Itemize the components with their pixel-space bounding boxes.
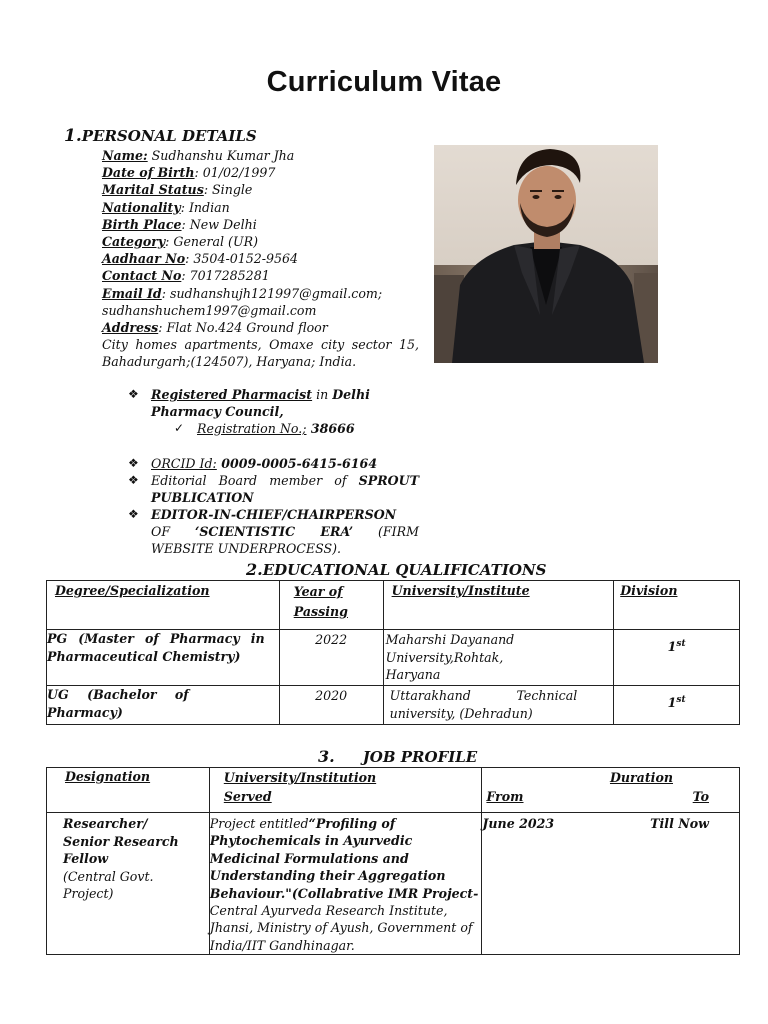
- section-title: EDUCATIONAL QUALIFICATIONS: [262, 561, 547, 579]
- header-duration: Duration From To: [482, 768, 740, 813]
- job-profile-heading: [318, 747, 477, 766]
- address-value: : Flat No.424 Ground floor: [158, 320, 328, 336]
- education-heading: [246, 560, 546, 579]
- division-cell: [614, 630, 740, 686]
- header-university-served: University/Institution Served: [209, 768, 482, 813]
- email-value-secondary: sudhanshuchem1997@gmail.com: [102, 302, 317, 318]
- eic-of: OF: [151, 524, 195, 540]
- section-number: 1.: [64, 126, 82, 146]
- header-degree: Degree/Specialization: [47, 581, 280, 630]
- marital-value: : Single: [203, 182, 253, 198]
- birthplace-label: Birth Place: [102, 216, 182, 232]
- designation-cell: Researcher/ Senior Research Fellow (Central Govt. Project): [47, 813, 210, 955]
- dob-value: : 01/02/1997: [194, 165, 276, 181]
- birthplace-value: : New Delhi: [181, 216, 257, 232]
- reg-in: in: [312, 387, 333, 402]
- university-line: Haryana: [385, 667, 441, 682]
- orcid-value: 0009-0005-6415-6164: [216, 456, 378, 471]
- project-prefix: Project entitled: [209, 816, 309, 831]
- bullet-editor-in-chief: [128, 506, 419, 558]
- page-title: Curriculum Vitae: [266, 66, 502, 98]
- contact-value: : 7017285281: [181, 268, 270, 284]
- editorial-publication: SPROUT PUBLICATION: [151, 473, 419, 506]
- diamond-bullet-icon: ❖: [128, 507, 139, 521]
- year-cell: 2022: [279, 630, 383, 686]
- education-table: [46, 580, 740, 725]
- email-label: Email Id: [102, 285, 162, 301]
- project-cell: [209, 813, 482, 955]
- university-cell: [383, 630, 614, 686]
- university-line: Maharshi Dayanand: [385, 632, 515, 647]
- name-value: Sudhanshu Kumar Jha: [147, 148, 295, 163]
- regno-label: Registration No.;: [197, 421, 307, 436]
- year-cell: 2020: [279, 686, 383, 725]
- personal-details-heading: [64, 126, 257, 146]
- duration-to: Till Now: [650, 816, 709, 831]
- university-line: University,Rohtak,: [385, 649, 504, 665]
- diamond-bullet-icon: ❖: [128, 456, 139, 470]
- bullet-editorial: [128, 472, 419, 506]
- orcid-label: ORCID Id:: [151, 456, 217, 471]
- header-to: To: [692, 789, 709, 804]
- dob-label: Date of Birth: [102, 165, 195, 181]
- project-rest: Central Ayurveda Research Institute, Jhansi, Ministry of Ayush, Government of India/IIT Gandhinagar.: [209, 903, 473, 953]
- section-title: PERSONAL DETAILS: [81, 127, 257, 145]
- division-suffix: st: [676, 695, 686, 705]
- name-label: Name:: [102, 148, 148, 163]
- nationality-label: Nationality: [102, 199, 181, 215]
- bullet-orcid: [128, 455, 419, 472]
- table-row: [47, 813, 740, 955]
- section-number: 3.: [318, 747, 335, 766]
- division-cell: [614, 686, 740, 725]
- degree-cell: PG (Master of Pharmacy in Pharmaceutical Chemistry): [47, 630, 280, 686]
- category-label: Category: [102, 234, 166, 250]
- header-university: University/Institute: [383, 581, 614, 630]
- email-value: : sudhanshujh121997@gmail.com;: [161, 285, 383, 301]
- reg-label: Registered Pharmacist: [151, 387, 313, 402]
- eic-rest: (FIRM WEBSITE UNDERPROCESS).: [151, 524, 419, 557]
- duration-from: June 2023: [482, 816, 555, 831]
- address-line-2: City homes apartments, Omaxe city sector 15,: [102, 337, 419, 353]
- header-division: Division: [614, 581, 740, 630]
- aadhaar-value: : 3504-0152-9564: [185, 251, 299, 267]
- bullet-registered-pharmacist: [128, 386, 419, 420]
- contact-label: Contact No: [102, 268, 182, 284]
- job-table: [46, 767, 740, 955]
- diamond-bullet-icon: ❖: [128, 387, 139, 401]
- project-title: “Profiling of Phytochemicals in Ayurvedic Medicinal Formulations and Understanding their Aggregation Behaviour."(Collabrative IMR Project-: [209, 816, 479, 901]
- diamond-bullet-icon: ❖: [128, 473, 139, 487]
- table-header-row: [47, 768, 740, 813]
- check-icon: ✓: [174, 421, 185, 435]
- aadhaar-label: Aadhaar No: [102, 251, 186, 267]
- marital-label: Marital Status: [102, 182, 204, 198]
- header-designation: Designation: [47, 768, 210, 813]
- regno-value: 38666: [306, 421, 355, 436]
- section-number: 2.: [246, 560, 263, 579]
- profile-photo: [434, 145, 658, 363]
- eic-firm: ‘SCIENTISTIC ERA’: [194, 524, 354, 540]
- header-year: Year of Passing: [279, 581, 383, 630]
- reg-council: Delhi Pharmacy Council,: [151, 387, 370, 420]
- section-title: JOB PROFILE: [362, 748, 478, 766]
- duration-cell: [482, 813, 740, 955]
- table-row: [47, 686, 740, 725]
- eic-title: EDITOR-IN-CHIEF/CHAIRPERSON: [151, 507, 397, 522]
- personal-details: [102, 147, 419, 371]
- header-from: From: [486, 789, 524, 804]
- nationality-value: : Indian: [180, 199, 230, 215]
- division-suffix: st: [676, 639, 686, 649]
- table-row: [47, 630, 740, 686]
- category-value: : General (UR): [165, 234, 258, 250]
- division-value: 1: [667, 695, 677, 711]
- university-cell: Uttarakhand Technical university, (Dehradun): [383, 686, 614, 725]
- division-value: 1: [667, 639, 677, 655]
- degree-cell: UG (Bachelor of Pharmacy): [47, 686, 280, 725]
- address-label: Address: [102, 320, 159, 336]
- editorial-text: Editorial Board member of: [151, 473, 359, 488]
- table-header-row: [47, 581, 740, 630]
- registration-number: [174, 420, 424, 437]
- address-line-3: Bahadurgarh;(124507), Haryana; India.: [102, 354, 357, 370]
